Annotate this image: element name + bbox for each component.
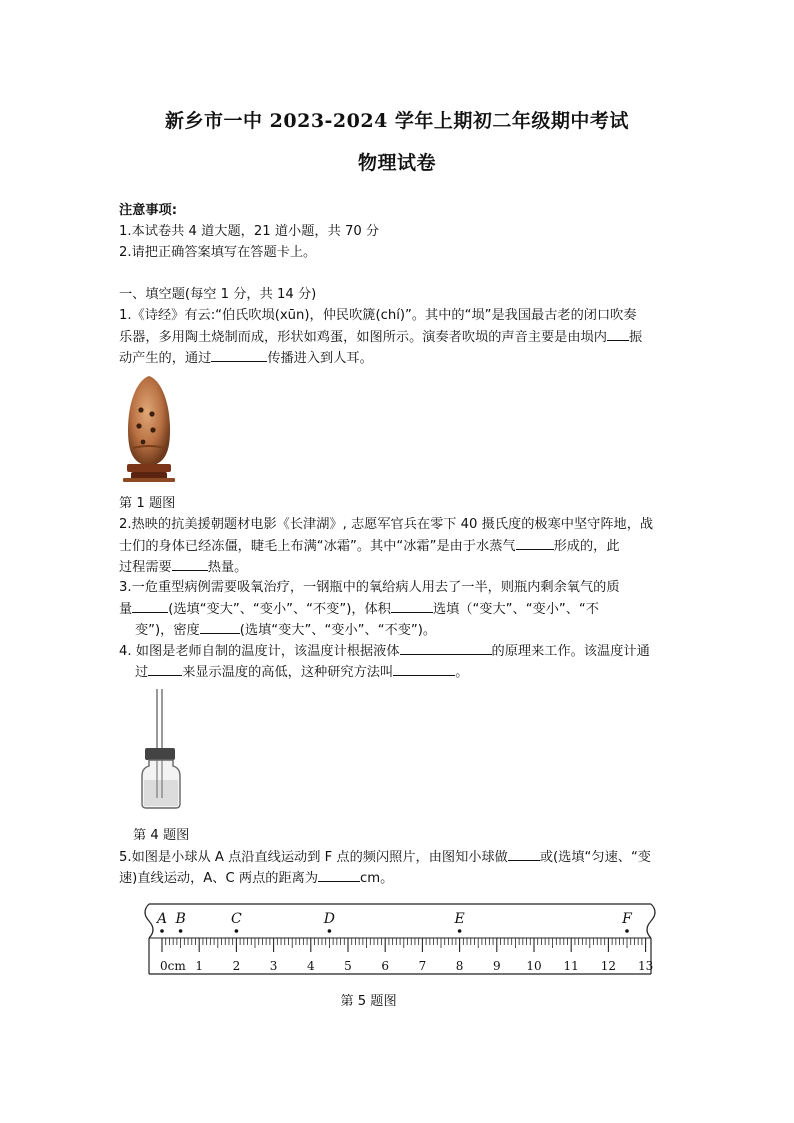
ball-position-label: B [175,911,186,927]
ruler-label: 1 [195,959,204,973]
ruler-label: 2 [232,959,241,973]
answer-blank [516,535,554,550]
q4-line-2 [135,661,468,683]
ball-position-label: F [622,911,632,927]
ruler-figure [135,900,665,982]
q3-text-2a: 量 [119,602,133,617]
ruler-label: 9 [492,959,501,973]
ruler-label: 7 [418,959,427,973]
ruler-label: 5 [344,959,352,973]
q5-text-1a: 5.如图是小球从 A 点沿直线运动到 F 点的频闪照片，由图知小球做 [119,850,508,865]
q5-text-2a: 速)直线运动，A、C 两点的距离为 [119,871,319,886]
ruler-label: 8 [455,959,464,973]
ball-position-dot [235,929,239,933]
notice-item-1: 1.本试卷共 4 道大题，21 道小题，共 70 分 [119,224,380,239]
q3-text-2c: 选填（“变大”、“变小”、“不 [432,602,599,617]
q2-line-1: 2.热映的抗美援朝题材电影《长津湖》, 志愿军官兵在零下 40 摄氏度的极寒中坚守阵地，战 [119,517,654,532]
q1-line-1: 1.《诗经》有云:“伯氏吹埙(xūn)，仲民吹篪(chí)”。其中的“埙”是我国最古老的闭口吹奏 [119,308,637,323]
q4-line-1 [119,640,650,662]
xun-instrument-image [119,372,179,484]
ruler-label: 6 [381,959,390,973]
exam-title: 新乡市一中 2023-2024 学年上期初二年级期中考试 [165,110,629,132]
q1-text-2: 乐器，多用陶土烧制而成，形状如鸡蛋，如图所示。演奏者吹埙的声音主要是由埙内 [119,330,607,345]
q1-caption: 第 1 题图 [119,496,176,511]
ball-position-dot [625,929,629,933]
ruler-label: 4 [306,959,315,973]
answer-blank [607,326,629,341]
answer-blank [391,598,433,613]
notice-item-2: 2.请把正确答案填写在答题卡上。 [119,245,317,260]
ruler-ticks [162,938,646,952]
ball-position-label: C [231,911,242,927]
q2-line-3 [119,556,247,578]
ball-position-dot [458,929,462,933]
answer-blank [172,556,208,571]
ruler-label: 12 [600,959,617,973]
q5-text-2b: cm。 [360,871,394,886]
q2-line-2 [119,535,620,557]
answer-blank [508,846,540,861]
q4-text-2b: 来显示温度的高低，这种研究方法叫 [182,665,394,680]
q5-text-1b: 或(选填“匀速、“变 [539,850,651,865]
ruler-label: 10 [526,959,542,973]
q1-text-2b: 振 [628,330,643,345]
q3-line-3 [135,619,436,641]
q3-line-2 [119,598,599,620]
q1-text-3b: 传播进入到人耳。 [267,351,373,366]
q3-text-3b: (选填“变大”、“变小”、“不变”)。 [239,623,437,638]
q2-text-3a: 过程需要 [119,560,172,575]
q4-text-1b: 的原理来工作。该温度计通 [491,644,650,659]
q2-text-2b: 形成的，此 [553,539,620,554]
bottle-thermometer-image [138,688,184,812]
q1-line-2 [119,326,642,348]
ruler-label: 0cm [160,959,186,973]
ball-position-label: D [323,911,336,927]
q5-line-1 [119,846,651,868]
q1-line-3 [119,347,373,369]
ball-position-dot [179,929,183,933]
q3-line-1: 3.一危重型病例需要吸氧治疗，一钢瓶中的氧给病人用去了一半，则瓶内剩余氧气的质 [119,580,620,595]
answer-blank [211,347,267,362]
ball-position-dot [160,929,164,933]
exam-subtitle: 物理试卷 [357,152,436,174]
q1-text-3a: 动产生的，通过 [119,351,212,366]
ruler-label: 13 [637,959,654,973]
q3-text-3a: 变”)，密度 [135,623,200,638]
q4-text-1a: 4. 如图是老师自制的温度计，该温度计根据液体 [119,644,400,659]
answer-blank [400,640,492,655]
q4-caption: 第 4 题图 [133,828,190,843]
answer-blank [318,867,360,882]
section-heading: 一、填空题(每空 1 分，共 14 分) [119,287,317,302]
ruler-labels [160,959,653,973]
q5-line-2 [119,867,393,889]
ball-position-label: E [454,911,465,927]
q2-text-2a: 士们的身体已经冻僵，睫毛上布满“冰霜”。其中“冰霜”是由于水蒸气 [119,539,516,554]
q3-text-2b: (选填“变大”、“变小”、“不变”)，体积 [168,602,391,617]
answer-blank [132,598,168,613]
answer-blank [148,661,182,676]
q4-text-2a: 过 [135,665,149,680]
q4-text-2c: 。 [455,665,469,680]
ruler-points [155,911,633,933]
answer-blank [200,619,240,634]
ball-position-dot [328,929,332,933]
ruler-label: 3 [269,959,278,973]
q2-text-3b: 热量。 [207,560,248,575]
notice-heading: 注意事项: [119,203,178,218]
ball-position-label: A [156,911,168,927]
answer-blank [393,661,455,676]
ruler-label: 11 [563,959,579,973]
q5-caption: 第 5 题图 [340,994,397,1009]
